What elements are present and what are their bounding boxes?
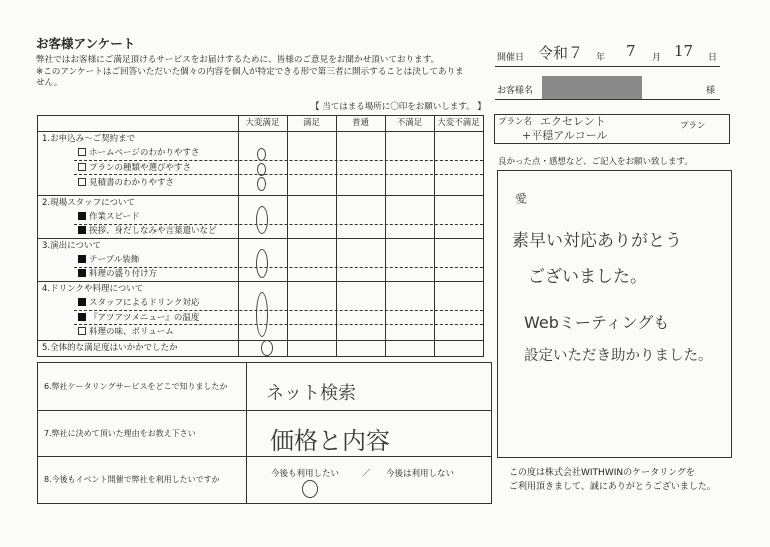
section-label: 4.ドリンクや料理について [42, 284, 144, 294]
option-discontinue[interactable]: 今後は利用しない [386, 469, 455, 479]
month-handwritten: 7 [626, 42, 636, 60]
name-label: お客様名 [497, 86, 534, 96]
column-header: 大変不満足 [437, 118, 480, 128]
grid-line [38, 340, 483, 341]
grid-line [287, 116, 288, 356]
grid-line [246, 363, 247, 503]
checkbox-icon[interactable] [78, 178, 86, 186]
question-item: 作業スピード [78, 212, 140, 223]
date-underline [495, 66, 720, 67]
question-item: 料理の味、ボリューム [78, 327, 174, 338]
answer-circle[interactable] [257, 177, 266, 191]
checkbox-icon[interactable] [78, 255, 86, 263]
answer-circle[interactable] [257, 148, 266, 161]
grid-line [238, 116, 239, 356]
question-item: 『アツアツメニュー』の温度 [78, 313, 199, 324]
section-label: 3.演出について [42, 241, 101, 251]
column-header: 大変満足 [245, 118, 280, 128]
grid-line [74, 160, 483, 161]
grid-line [74, 324, 483, 325]
year-label: 年 [596, 53, 606, 63]
question-item: テーブル装飾 [78, 255, 139, 266]
comment-line-1: 素早い対応ありがとう [512, 231, 682, 251]
section-label: 1.お申込み～ご契約まで [42, 134, 136, 144]
satisfaction-table [37, 115, 484, 357]
comment-mark: 愛 [514, 191, 528, 207]
question-6-answer: ネット検索 [266, 383, 356, 404]
grid-line [434, 116, 435, 356]
grid-line [74, 224, 483, 225]
intro-line-2: ※このアンケートはご回答いただいた個々の内容を個人が特定できる形で第三者に開示することは決してありま [36, 66, 464, 77]
checkbox-icon[interactable] [78, 226, 86, 234]
comment-line-3: Webミーティングも [524, 313, 670, 332]
checkbox-icon[interactable] [78, 163, 86, 171]
answer-circle[interactable] [257, 163, 266, 176]
name-suffix: 様 [706, 86, 716, 96]
checkbox-icon[interactable] [78, 298, 86, 306]
intro-line-1: 弊社ではお客様にご満足頂けるサービスをお届けするために、皆様のご意見をお聞かせ頂いております。 [36, 55, 440, 65]
day-handwritten: 17 [674, 42, 694, 60]
name-redaction [542, 76, 642, 100]
grid-line [38, 195, 483, 196]
questions-table [37, 362, 492, 504]
section-label: 5.全体的な満足度はいかかでしたか [42, 343, 178, 353]
grid-line [38, 410, 491, 411]
question-item: プランの種類や選びやすさ [78, 163, 191, 174]
grid-line [38, 456, 491, 457]
date-label: 開催日 [497, 53, 525, 63]
checkbox-icon[interactable] [78, 212, 86, 220]
footer-line-2: ご利用頂きまして、誠にありがとうございました。 [509, 482, 716, 492]
plan-suffix: プラン [680, 121, 706, 131]
plan-handwritten-2: +平穏アルコール [522, 129, 608, 142]
question-item: 挨拶、身だしなみや言葉遣いなど [78, 226, 217, 237]
comment-line-2: ございました。 [528, 267, 647, 287]
date-era-handwritten: 令和７ [538, 44, 584, 62]
checkbox-icon[interactable] [78, 327, 86, 335]
answer-circle[interactable] [256, 292, 268, 337]
question-8-label: 8.今後もイベント開催で弊社を利用したいですか [44, 475, 220, 484]
column-header: 不満足 [396, 118, 423, 128]
comments-label: 良かった点・感想など、ご記入をお願い致します。 [498, 157, 693, 167]
question-item: ホームページのわかりやすさ [78, 148, 199, 159]
intro-line-3: せん。 [36, 78, 63, 88]
plan-label: プラン名 [498, 117, 533, 127]
option-continue[interactable]: 今後も利用したい [271, 469, 340, 479]
question-item: 料理の盛り付け方 [78, 269, 157, 280]
month-label: 月 [652, 53, 662, 63]
answer-circle[interactable] [256, 249, 268, 278]
question-item: 見積書のわかりやすさ [78, 178, 174, 189]
grid-line [74, 174, 483, 175]
day-label: 日 [708, 53, 718, 63]
checkbox-icon[interactable] [78, 269, 86, 277]
question-6-label: 6.弊社ケータリングサービスをどこで知りましたか [44, 382, 228, 391]
grid-line [74, 310, 483, 311]
question-7-answer: 価格と内容 [270, 427, 390, 455]
question-7-label: 7.弊社に決めて頂いた理由をお教え下さい [44, 429, 196, 438]
answer-circle[interactable] [261, 340, 273, 356]
grid-line [38, 281, 483, 282]
name-underline [495, 99, 720, 100]
column-header: 普通 [351, 118, 369, 128]
grid-line [38, 238, 483, 239]
answer-circle[interactable] [302, 480, 318, 498]
checkbox-icon[interactable] [78, 148, 86, 156]
grid-line [38, 131, 483, 132]
section-label: 2.現場スタッフについて [42, 198, 135, 208]
option-separator: ／ [362, 469, 371, 479]
column-header: 満足 [302, 118, 320, 128]
checkbox-icon[interactable] [78, 313, 86, 321]
footer-line-1: この度は株式会社WITHWINのケータリングを [509, 468, 695, 478]
question-item: スタッフによるドリンク対応 [78, 298, 199, 309]
plan-handwritten-1: エクセレント [540, 115, 606, 128]
grid-line [74, 267, 483, 268]
form-title: お客様アンケート [36, 36, 136, 51]
comment-line-4: 設定いただき助かりました。 [524, 348, 713, 364]
answer-circle[interactable] [256, 206, 268, 234]
grid-line [385, 116, 386, 356]
survey-instruction: 【 当てはまる場所に〇印をお願いします。 】 [311, 102, 486, 112]
intro-text [36, 55, 472, 90]
grid-line [336, 116, 337, 356]
